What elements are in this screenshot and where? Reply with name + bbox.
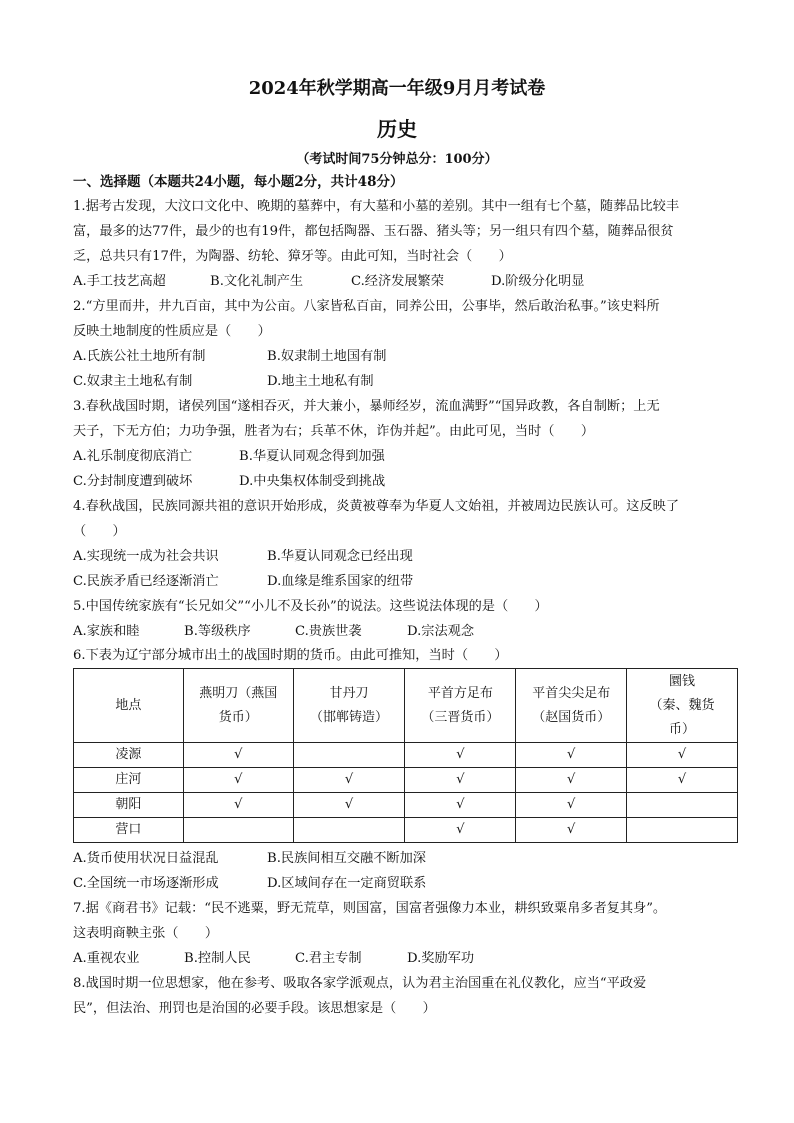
option-a[interactable]: A.货币使用状况日益混乱 [73, 851, 219, 866]
option-a[interactable]: A.礼乐制度彻底消亡 [73, 449, 193, 464]
option-b[interactable]: B.文化礼制产生 [210, 274, 304, 289]
option-b[interactable]: B.华夏认同观念得到加强 [239, 449, 385, 464]
table-header-jianzu-bu [516, 669, 627, 743]
table-header-fangzu-bu [405, 669, 516, 743]
question-5-line-1: 5.中国传统家族有“长兄如父”“小儿不及长孙”的说法。这些说法体现的是（ ） [73, 599, 548, 614]
table-cell: √ [293, 793, 405, 818]
table-cell: √ [516, 818, 627, 843]
option-c[interactable]: C.民族矛盾已经逐渐消亡 [73, 574, 219, 589]
table-cell: 凌源 [74, 743, 184, 768]
question-8-line-2: 民”，但法治、刑罚也是治国的必要手段。该思想家是（ ） [73, 1001, 436, 1016]
table-cell: 朝阳 [74, 793, 184, 818]
option-d[interactable]: D.阶级分化明显 [491, 274, 585, 289]
question-1-line-1: 1.据考古发现，大汶口文化中、晚期的墓葬中，有大墓和小墓的差别。其中一组有七个墓，随葬品比较丰 [73, 199, 680, 214]
header-text: 甘丹刀 [329, 685, 369, 701]
header-text: 圜钱 [669, 673, 696, 689]
option-c[interactable]: C.贵族世袭 [295, 624, 362, 639]
table-cell: √ [405, 743, 516, 768]
header-text: （邯郸铸造） [310, 709, 389, 725]
option-b[interactable]: B.华夏认同观念已经出现 [267, 549, 413, 564]
option-c[interactable]: C.分封制度遭到破坏 [73, 474, 193, 489]
header-text: （赵国货币） [532, 709, 611, 725]
table-row [74, 743, 738, 768]
question-2-line-2: 反映土地制度的性质应是（ ） [73, 324, 271, 339]
question-4-line-2: （ ） [73, 524, 126, 539]
option-d[interactable]: D.中央集权体制受到挑战 [239, 474, 386, 489]
option-a[interactable]: A.手工技艺高超 [73, 274, 166, 289]
subject-title: 历史 [377, 117, 417, 141]
table-cell: 营口 [74, 818, 184, 843]
question-3-line-1: 3.春秋战国时期，诸侯列国“遂相吞灭，并大兼小，暴师经岁，流血满野”“国异政教，各自制断；上无 [73, 399, 660, 414]
option-d[interactable]: D.奖励军功 [407, 951, 475, 966]
option-a[interactable]: A.实现统一成为社会共识 [73, 549, 219, 564]
table-cell: √ [516, 793, 627, 818]
table-row [74, 768, 738, 793]
question-1-line-3: 乏，总共只有17件，为陶器、纺轮、獐牙等。由此可知，当时社会（ ） [73, 249, 512, 264]
option-c[interactable]: C.君主专制 [295, 951, 362, 966]
header-text: 平首方足布 [427, 685, 493, 701]
table-header-gandan-dao [293, 669, 405, 743]
option-d[interactable]: D.地主土地私有制 [267, 374, 374, 389]
header-text: 币） [669, 721, 696, 737]
table-cell [627, 818, 738, 843]
question-4-line-1: 4.春秋战国，民族同源共祖的意识开始形成，炎黄被尊奉为华夏人文始祖，并被周边民族认可。这反映了 [73, 499, 680, 514]
option-c[interactable]: C.经济发展繁荣 [351, 274, 444, 289]
table-row [74, 793, 738, 818]
question-7-line-1: 7.据《商君书》记载：“民不逃粟，野无荒草，则国富，国富者强像力本业，耕织致粟帛多者复其身”。 [73, 901, 667, 916]
question-2-line-1: 2.“方里而井，井九百亩，其中为公亩。八家皆私百亩，同养公田，公事毕，然后敢治私事。”该史料所 [73, 299, 660, 314]
section-heading: 一、选择题（本题共24小题，每小题2分，共计48分） [73, 174, 404, 190]
table-row [74, 818, 738, 843]
question-7-line-2: 这表明商鞅主张（ ） [73, 926, 219, 941]
table-cell: √ [405, 768, 516, 793]
header-text: 燕明刀（燕国 [199, 685, 278, 701]
table-cell: √ [293, 768, 405, 793]
header-text: 平首尖尖足布 [532, 685, 611, 701]
table-header-row [74, 669, 738, 743]
header-text: 地点 [115, 697, 142, 713]
table-header-location [74, 669, 184, 743]
option-b[interactable]: B.控制人民 [184, 951, 251, 966]
header-text: 货币） [218, 709, 258, 725]
option-c[interactable]: C.全国统一市场逐渐形成 [73, 876, 219, 891]
table-cell: √ [516, 743, 627, 768]
table-cell: √ [405, 818, 516, 843]
table-cell [293, 818, 405, 843]
exam-title: 2024年秋学期高一年级9月月考试卷 [248, 78, 546, 99]
option-b[interactable]: B.等级秩序 [184, 624, 251, 639]
table-cell: √ [627, 768, 738, 793]
header-text: （秦、魏货 [649, 697, 715, 713]
option-b[interactable]: B.民族间相互交融不断加深 [267, 851, 426, 866]
question-3-line-2: 天子，下无方伯；力功争强，胜者为右；兵革不休，诈伪并起”。由此可见，当时（ ） [73, 424, 595, 439]
table-cell: 庄河 [74, 768, 184, 793]
table-header-huanqian [627, 669, 738, 743]
option-c[interactable]: C.奴隶主土地私有制 [73, 374, 193, 389]
table-cell [627, 793, 738, 818]
option-a[interactable]: A.氏族公社土地所有制 [73, 349, 206, 364]
table-cell: √ [627, 743, 738, 768]
table-cell [183, 818, 293, 843]
header-text: （三晋货币） [421, 709, 500, 725]
option-d[interactable]: D.血缘是维系国家的纽带 [267, 574, 414, 589]
table-cell: √ [183, 743, 293, 768]
option-b[interactable]: B.奴隶制土地国有制 [267, 349, 387, 364]
table-cell: √ [183, 793, 293, 818]
exam-info: （考试时间75分钟总分：100分） [296, 152, 498, 167]
option-d[interactable]: D.宗法观念 [407, 624, 475, 639]
option-a[interactable]: A.重视农业 [73, 951, 140, 966]
question-6-line-1: 6.下表为辽宁部分城市出土的战国时期的货币。由此可推知，当时（ ） [73, 648, 508, 663]
option-d[interactable]: D.区域间存在一定商贸联系 [267, 876, 427, 891]
table-cell: √ [183, 768, 293, 793]
table-cell: √ [516, 768, 627, 793]
option-a[interactable]: A.家族和睦 [73, 624, 140, 639]
question-8-line-1: 8.战国时期一位思想家，他在参考、吸取各家学派观点，认为君主治国重在礼仪教化，应当“平政爱 [73, 976, 647, 991]
question-1-line-2: 富，最多的达77件，最少的也有19件，都包括陶器、玉石器、猪头等；另一组只有四个墓，随葬品很贫 [73, 224, 674, 239]
table-header-yan-dao [183, 669, 293, 743]
table-cell [293, 743, 405, 768]
table-cell: √ [405, 793, 516, 818]
coin-table [73, 668, 738, 843]
